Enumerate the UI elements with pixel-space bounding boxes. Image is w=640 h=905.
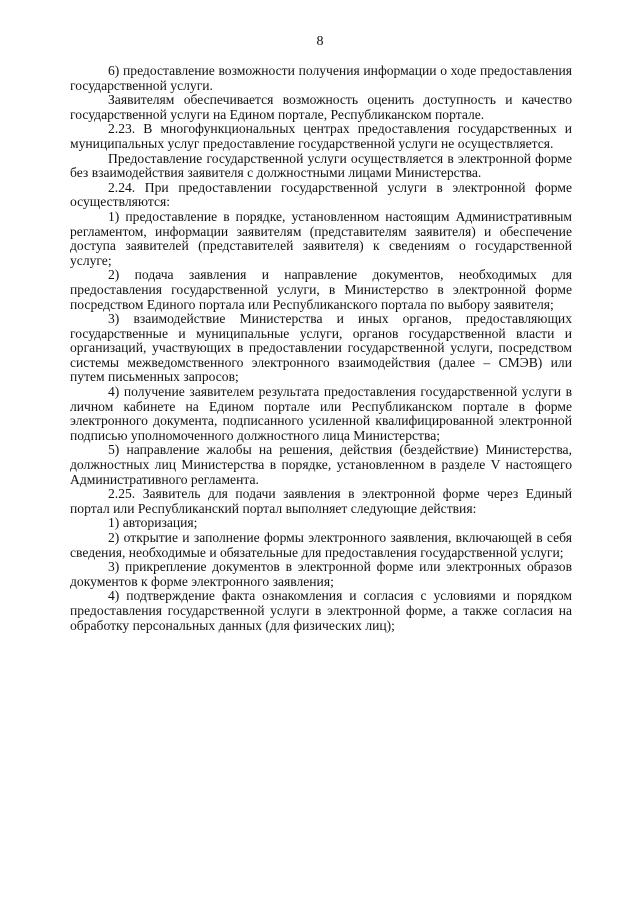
page-number: 8 [316, 34, 324, 49]
paragraph: 3) взаимодействие Министерства и иных органов, предоставляющих государственные и муниципальные услуги, органов государственной власти и организаций, участвующих в предоставлении государственной услуги, посредством системы межведомственного электронного взаимодействия (далее – СМЭВ) или путем письменных запросов; [70, 311, 572, 385]
paragraph: 1) авторизация; [108, 515, 198, 531]
paragraph: 2.25. Заявитель для подачи заявления в электронной форме через Единый портал или Республиканский портал выполняет следующие действия: [70, 486, 572, 516]
paragraph: Предоставление государственной услуги осуществляется в электронной форме без взаимодействия заявителя с должностными лицами Министерства. [70, 150, 572, 181]
paragraph: 4) получение заявителем результата предоставления государственной услуги в личном кабинете на Едином портале или Республиканском портале в форме электронного документа, подписанного усиленной квалифицированной электронной подписью уполномоченного должностного лица Министерства; [70, 384, 572, 443]
paragraph: 1) предоставление в порядке, установленном настоящим Административным регламентом, информации заявителям (представителям заявителя) и обеспечение доступа заявителей (представителей заявителя) к сведениям о государственной услуге; [70, 208, 572, 268]
paragraph: 2) подача заявления и направление документов, необходимых для предоставления государственной услуги, в Министерство в электронной форме посредством Единого портала или Республиканского портала по выбору заявителя; [70, 267, 572, 312]
paragraph: Заявителям обеспечивается возможность оценить доступность и качество государственной услуги на Едином портале, Республиканском портале. [70, 92, 572, 122]
paragraph: 6) предоставление возможности получения информации о ходе предоставления государственной услуги. [70, 63, 572, 93]
paragraph: 4) подтверждение факта ознакомления и согласия с условиями и порядком предоставления государственной услуги в электронной форме, а также согласия на обработку персональных данных (для физических лиц); [70, 588, 572, 633]
paragraph: 2) открытие и заполнение формы электронного заявления, включающей в себя сведения, необходимые и обязательные для предоставления государственной услуги; [70, 530, 572, 560]
document-body [70, 64, 572, 633]
paragraph: 2.23. В многофункциональных центрах предоставления государственных и муниципальных услуг предоставление государственной услуги не осуществляется. [70, 121, 572, 151]
paragraph: 3) прикрепление документов в электронной форме или электронных образов документов к форме электронного заявления; [70, 559, 572, 589]
paragraph: 2.24. При предоставлении государственной услуги в электронной форме осуществляются: [70, 179, 572, 210]
paragraph: 5) направление жалобы на решения, действия (бездействие) Министерства, должностных лиц Министерства в порядке, установленном в разделе V настоящего Административного регламента. [70, 442, 572, 487]
